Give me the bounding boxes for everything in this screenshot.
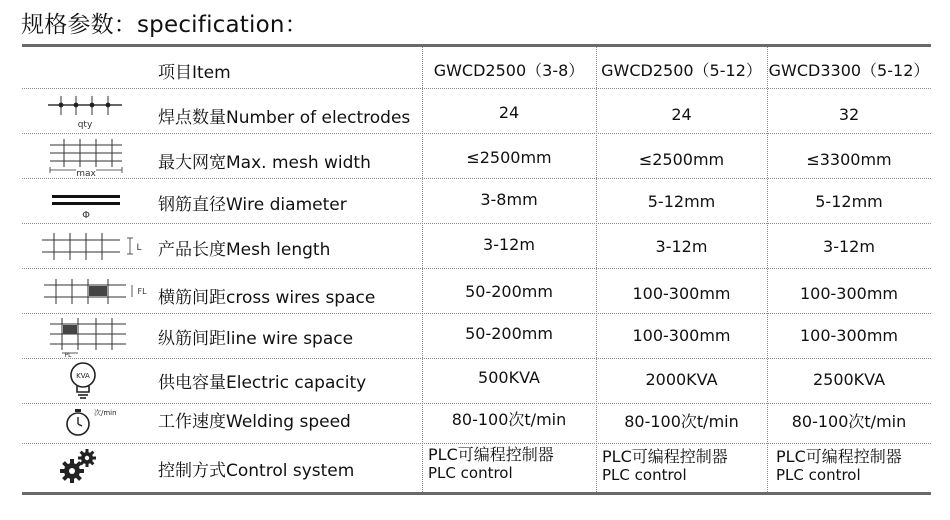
table-row	[22, 89, 931, 134]
row-label: 钢筋直径Wire diameter	[158, 195, 347, 215]
table-row	[22, 404, 931, 444]
value-cell: 500KVA	[478, 368, 540, 387]
value-cell: 3-8mm	[480, 190, 538, 209]
value-line-2: PLC control	[602, 466, 687, 484]
row-label: 最大网宽Max. mesh width	[158, 153, 371, 173]
icon-caption: PL	[64, 352, 72, 358]
icon-caption: KVA	[76, 372, 90, 380]
value-cell: 50-200mm	[465, 324, 553, 343]
table-row	[22, 359, 931, 404]
electrodes-icon	[46, 93, 124, 131]
icon-caption: L	[136, 243, 142, 253]
gears-icon	[58, 448, 98, 484]
header-item-label: 项目Item	[158, 63, 231, 83]
table-bottom-rule	[22, 492, 931, 495]
value-cell: 2500KVA	[812, 370, 886, 389]
value-cell: 80-100次t/min	[624, 412, 739, 431]
row-label: 横筋间距cross wires space	[158, 288, 376, 308]
value-cell: 3-12m	[483, 235, 535, 254]
cross-wire-space-icon	[42, 277, 152, 307]
value-cell: 80-100次t/min	[791, 412, 907, 431]
value-cell: 24	[671, 105, 692, 124]
icon-caption: qty	[77, 120, 93, 130]
value-line-2: PLC control	[428, 464, 513, 482]
row-label: 纵筋间距line wire space	[158, 329, 354, 349]
spec-heading: 规格参数：specification：	[21, 12, 308, 38]
value-cell: 100-300mm	[799, 326, 899, 345]
icon-caption: FL	[137, 287, 147, 296]
value-cell: 100-300mm	[632, 284, 731, 303]
table-row	[22, 444, 931, 492]
row-label: 工作速度Welding speed	[158, 412, 351, 432]
value-line-1: PLC可编程控制器	[776, 447, 902, 466]
row-label: 焊点数量Number of electrodes	[158, 108, 411, 128]
value-cell	[428, 446, 554, 482]
header-model-3: GWCD3300（5-12）	[768, 61, 930, 80]
value-cell	[776, 448, 902, 484]
header-row	[22, 47, 931, 89]
value-cell: 5-12mm	[647, 192, 716, 211]
value-cell: 100-300mm	[799, 284, 899, 303]
header-model-2: GWCD2500（5-12）	[601, 61, 762, 80]
row-label: 供电容量Electric capacity	[158, 373, 367, 393]
value-cell: 100-300mm	[632, 326, 731, 345]
electric-bulb-icon	[66, 361, 100, 401]
value-cell: 3-12m	[655, 237, 708, 256]
value-cell: 24	[498, 103, 520, 122]
value-cell: ≤2500mm	[466, 148, 552, 167]
value-cell: 32	[838, 105, 860, 124]
wire-diameter-icon	[46, 185, 126, 221]
stopwatch-icon	[62, 405, 132, 439]
value-line-1: PLC可编程控制器	[428, 445, 554, 464]
value-cell: 2000KVA	[645, 370, 718, 389]
line-wire-space-icon	[46, 316, 130, 358]
table-row	[22, 224, 931, 269]
header-model-1: GWCD2500（3-8）	[433, 61, 585, 80]
table-row	[22, 179, 931, 224]
value-cell: ≤3300mm	[806, 150, 892, 169]
value-line-1: PLC可编程控制器	[602, 447, 728, 466]
mesh-width-icon	[46, 137, 126, 177]
value-cell	[602, 448, 728, 484]
row-label: 控制方式Control system	[158, 461, 355, 481]
value-cell: 5-12mm	[815, 192, 883, 211]
table-row	[22, 134, 931, 179]
table-row	[22, 314, 931, 359]
value-cell: 50-200mm	[465, 282, 553, 301]
value-line-2: PLC control	[776, 466, 861, 484]
value-cell: 3-12m	[823, 237, 875, 256]
row-label: 产品长度Mesh length	[158, 240, 331, 260]
icon-caption: 次/min	[94, 409, 117, 417]
icon-caption: max	[76, 169, 96, 177]
mesh-length-icon	[40, 230, 148, 264]
value-cell: 80-100次t/min	[451, 410, 567, 429]
icon-caption: Φ	[82, 210, 90, 221]
table-row	[22, 269, 931, 314]
value-cell: ≤2500mm	[638, 150, 725, 169]
